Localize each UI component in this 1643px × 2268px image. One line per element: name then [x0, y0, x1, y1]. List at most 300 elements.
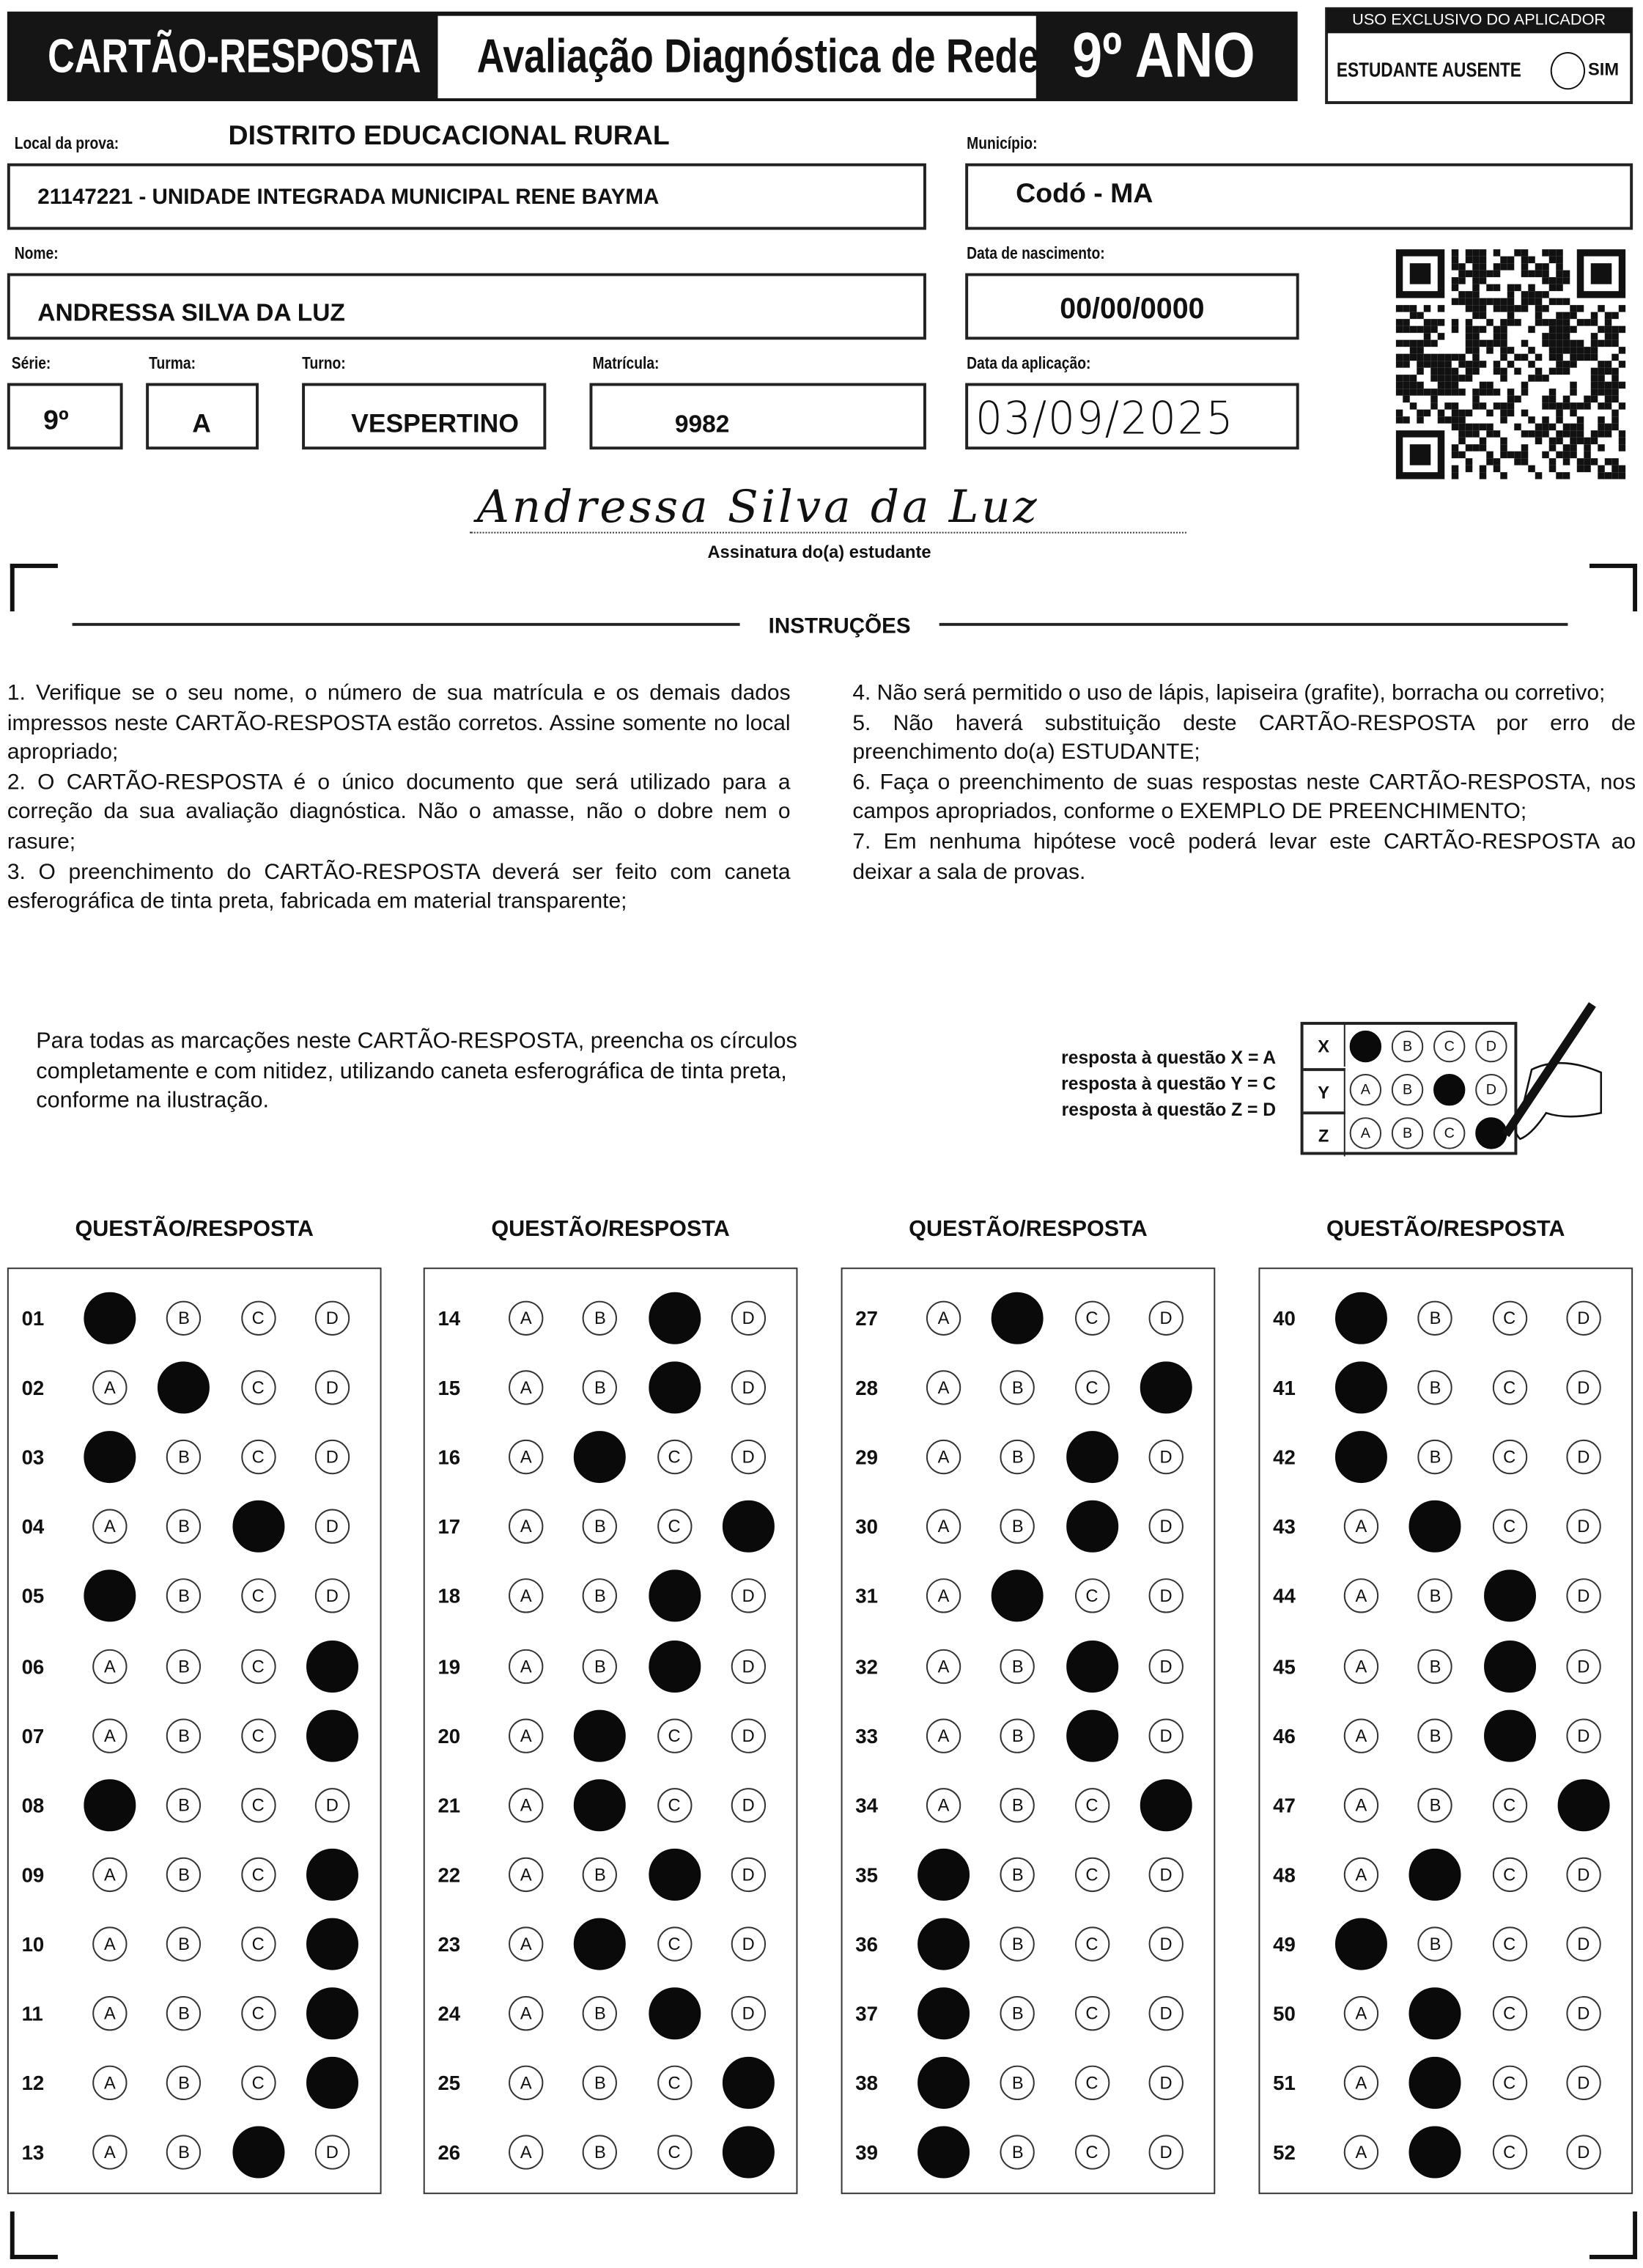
question-number: 47	[1273, 1793, 1296, 1816]
answer-bubble-06-C[interactable]: C	[240, 1649, 275, 1683]
question-number: 30	[855, 1515, 879, 1539]
answer-bubble-48-A[interactable]: A	[1344, 1857, 1378, 1891]
answer-bubble-31-D[interactable]: D	[1148, 1579, 1183, 1613]
question-number: 19	[437, 1654, 461, 1678]
answer-bubble-33-B[interactable]: B	[1000, 1718, 1035, 1753]
instruction-item: 7. Em nenhuma hipótese você poderá levar este CARTÃO-RESPOSTA ao deixar a sala de provas.	[852, 829, 1636, 884]
signature-label: Assinatura do(a) estudante	[707, 542, 931, 563]
answer-bubble-16-D[interactable]: D	[731, 1440, 766, 1474]
question-number: 20	[437, 1723, 461, 1748]
question-number: 04	[21, 1515, 45, 1539]
question-number: 08	[21, 1793, 45, 1816]
answer-bubble-17-B[interactable]: B	[583, 1509, 617, 1544]
answer-bubble-24-B[interactable]: B	[583, 1996, 617, 2030]
answer-bubble-37-A[interactable]	[918, 1987, 970, 2039]
question-number: 15	[437, 1376, 461, 1399]
answer-bubble-24-D[interactable]: D	[731, 1996, 766, 2030]
question-number: 05	[21, 1584, 45, 1608]
answer-bubble-14-C[interactable]	[649, 1292, 701, 1344]
answer-bubble-28-C[interactable]: C	[1074, 1370, 1109, 1404]
question-number: 27	[855, 1306, 879, 1330]
answer-bubble-47-D[interactable]	[1557, 1779, 1609, 1831]
answer-bubble-40-C[interactable]: C	[1492, 1301, 1526, 1336]
answer-bubble-51-A[interactable]: A	[1344, 2066, 1378, 2100]
answer-bubble-34-D[interactable]	[1140, 1779, 1192, 1831]
answer-bubble-04-A[interactable]: A	[92, 1509, 127, 1544]
answer-bubble-08-D[interactable]: D	[315, 1788, 350, 1822]
answer-bubble-31-A[interactable]: A	[926, 1579, 961, 1613]
answer-bubble-04-D[interactable]: D	[315, 1509, 350, 1544]
serie-value: 9º	[43, 406, 69, 437]
answer-bubble-22-C[interactable]	[649, 1849, 701, 1901]
answer-bubble-07-D[interactable]	[306, 1709, 358, 1761]
corner-bracket-top-right	[1590, 564, 1637, 611]
answer-bubble-24-A[interactable]: A	[509, 1996, 543, 2030]
answer-bubble-01-A[interactable]	[84, 1292, 136, 1344]
column-header: QUESTÃO/RESPOSTA	[491, 1217, 730, 1242]
answer-bubble-06-B[interactable]: B	[166, 1649, 201, 1683]
answer-bubble-01-C[interactable]: C	[240, 1301, 275, 1336]
answer-bubble-27-A[interactable]: A	[926, 1301, 961, 1336]
question-number: 10	[21, 1932, 45, 1956]
answer-bubble-28-A[interactable]: A	[926, 1370, 961, 1404]
answer-bubble-05-D[interactable]: D	[315, 1579, 350, 1613]
question-number: 03	[21, 1446, 45, 1469]
answer-bubble-43-C[interactable]: C	[1492, 1509, 1526, 1544]
fill-example-grid	[1301, 1022, 1518, 1155]
question-number: 06	[21, 1654, 45, 1678]
answer-bubble-14-A[interactable]: A	[509, 1301, 543, 1336]
answer-bubble-19-A[interactable]: A	[509, 1649, 543, 1683]
answer-bubble-41-C[interactable]: C	[1492, 1370, 1526, 1404]
answer-bubble-11-C[interactable]: C	[240, 1996, 275, 2030]
municipality-label: Município:	[967, 136, 1038, 154]
question-number: 28	[855, 1376, 879, 1399]
answer-bubble-48-D[interactable]: D	[1566, 1857, 1600, 1891]
answer-bubble-37-C[interactable]: C	[1074, 1996, 1109, 2030]
answer-bubble-23-C[interactable]: C	[657, 1926, 691, 1961]
answer-bubble-39-B[interactable]: B	[1000, 2135, 1035, 2170]
answer-bubble-06-A[interactable]: A	[92, 1649, 127, 1683]
answer-bubble-15-D[interactable]: D	[731, 1370, 766, 1404]
answer-bubble-20-D[interactable]: D	[731, 1718, 766, 1753]
question-number: 32	[855, 1654, 879, 1678]
answer-bubble-11-B[interactable]: B	[166, 1996, 201, 2030]
answer-bubble-08-A[interactable]	[84, 1779, 136, 1831]
answer-bubble-11-D[interactable]	[306, 1987, 358, 2039]
answer-bubble-33-D[interactable]: D	[1148, 1718, 1183, 1753]
answer-bubble-35-A[interactable]	[918, 1849, 970, 1901]
instructions-right	[852, 680, 1636, 888]
answer-bubble-03-C[interactable]: C	[240, 1440, 275, 1474]
answer-bubble-26-B[interactable]: B	[583, 2135, 617, 2170]
question-number: 18	[437, 1584, 461, 1608]
answer-bubble-40-A[interactable]	[1335, 1292, 1387, 1344]
student-signature: Andressa Silva da Luz	[476, 481, 1040, 534]
answer-bubble-04-C[interactable]	[232, 1501, 284, 1553]
answer-bubble-30-A[interactable]: A	[926, 1509, 961, 1544]
answer-bubble-25-A[interactable]: A	[509, 2066, 543, 2100]
turno-value: VESPERTINO	[351, 409, 519, 438]
answer-bubble-22-B[interactable]: B	[583, 1857, 617, 1891]
birth-value: 00/00/0000	[1060, 293, 1205, 325]
question-number: 24	[437, 2001, 461, 2025]
answer-bubble-13-C[interactable]	[232, 2127, 284, 2179]
answer-bubble-37-B[interactable]: B	[1000, 1996, 1035, 2030]
answer-bubble-17-A[interactable]: A	[509, 1509, 543, 1544]
divider-right	[939, 623, 1568, 626]
answer-bubble-21-C[interactable]: C	[657, 1788, 691, 1822]
answer-bubble-19-C[interactable]	[649, 1640, 701, 1692]
answer-bubble-34-A[interactable]: A	[926, 1788, 961, 1822]
answer-bubble-13-B[interactable]: B	[166, 2135, 201, 2170]
answer-bubble-51-D[interactable]: D	[1566, 2066, 1600, 2100]
question-number: 45	[1273, 1654, 1296, 1678]
fill-note: Para todas as marcações neste CARTÃO-RESPOSTA, preencha os círculos completamente e com nitidez, utilizando caneta esferográfica de tinta preta, conforme na ilustração.	[36, 1028, 797, 1113]
answer-bubble-44-A[interactable]: A	[1344, 1579, 1378, 1613]
answer-bubble-09-C[interactable]: C	[240, 1857, 275, 1891]
answer-bubble-13-D[interactable]: D	[315, 2135, 350, 2170]
question-number: 50	[1273, 2001, 1296, 2025]
answer-bubble-03-A[interactable]	[84, 1431, 136, 1483]
question-number: 33	[855, 1723, 879, 1748]
question-number: 35	[855, 1863, 879, 1886]
answer-bubble-46-A[interactable]: A	[1344, 1718, 1378, 1753]
answer-bubble-50-C[interactable]: C	[1492, 1996, 1526, 2030]
answer-bubble-19-D[interactable]: D	[731, 1649, 766, 1683]
question-number: 36	[855, 1932, 879, 1956]
question-number: 17	[437, 1515, 461, 1539]
answer-bubble-10-D[interactable]	[306, 1918, 358, 1970]
grade-label: 9º ANO	[1072, 20, 1255, 92]
answer-bubble-36-A[interactable]	[918, 1918, 970, 1970]
answer-bubble-09-A[interactable]: A	[92, 1857, 127, 1891]
instruction-item: 5. Não haverá substituição deste CARTÃO-RESPOSTA por erro de preenchimento do(a) ESTUDANTE;	[852, 710, 1636, 765]
answer-bubble-21-A[interactable]: A	[509, 1788, 543, 1822]
question-number: 09	[21, 1863, 45, 1886]
answer-bubble-34-C[interactable]: C	[1074, 1788, 1109, 1822]
card-label: CARTÃO-RESPOSTA	[48, 29, 421, 83]
district-value: DISTRITO EDUCACIONAL RURAL	[228, 121, 670, 152]
answer-bubble-12-D[interactable]	[306, 2057, 358, 2109]
example-bubble	[1350, 1031, 1381, 1062]
answer-bubble-47-A[interactable]: A	[1344, 1788, 1378, 1822]
answer-bubble-29-C[interactable]	[1066, 1431, 1118, 1483]
question-number: 34	[855, 1793, 879, 1816]
question-number: 46	[1273, 1723, 1296, 1748]
question-number: 38	[855, 2071, 879, 2095]
question-number: 22	[437, 1863, 461, 1886]
answer-bubble-33-C[interactable]	[1066, 1709, 1118, 1761]
answer-bubble-09-D[interactable]	[306, 1849, 358, 1901]
answer-bubble-49-A[interactable]	[1335, 1918, 1387, 1970]
answer-bubble-25-C[interactable]: C	[657, 2066, 691, 2100]
answer-bubble-26-D[interactable]	[723, 2127, 775, 2179]
answer-bubble-21-D[interactable]: D	[731, 1788, 766, 1822]
instruction-item: 2. O CARTÃO-RESPOSTA é o único documento que será utilizado para a correção da sua avaliação diagnóstica. Não o amasse, não o dobre nem o rasure;	[7, 770, 791, 855]
answer-bubble-43-D[interactable]: D	[1566, 1509, 1600, 1544]
question-number: 02	[21, 1376, 45, 1399]
answer-bubble-49-B[interactable]: B	[1418, 1926, 1452, 1961]
question-number: 07	[21, 1723, 45, 1748]
answer-bubble-32-B[interactable]: B	[1000, 1649, 1035, 1683]
municipality-value: Codó - MA	[1016, 179, 1153, 210]
answer-bubble-27-D[interactable]: D	[1148, 1301, 1183, 1336]
answer-bubble-24-C[interactable]	[649, 1987, 701, 2039]
example-bubble: A	[1350, 1117, 1381, 1149]
serie-label: Série:	[11, 356, 51, 373]
example-bubble: B	[1392, 1117, 1423, 1149]
question-number: 44	[1273, 1584, 1296, 1608]
answer-bubble-39-D[interactable]: D	[1148, 2135, 1183, 2170]
absent-checkbox[interactable]	[1551, 52, 1585, 89]
answer-bubble-47-B[interactable]: B	[1418, 1788, 1452, 1822]
answer-bubble-38-C[interactable]: C	[1074, 2066, 1109, 2100]
example-question-label: Y	[1304, 1068, 1345, 1113]
column-header: QUESTÃO/RESPOSTA	[1326, 1217, 1565, 1242]
answer-bubble-35-B[interactable]: B	[1000, 1857, 1035, 1891]
answer-bubble-25-D[interactable]	[723, 2057, 775, 2109]
answer-bubble-03-D[interactable]: D	[315, 1440, 350, 1474]
answer-bubble-38-A[interactable]	[918, 2057, 970, 2109]
answer-bubble-45-A[interactable]: A	[1344, 1649, 1378, 1683]
answer-bubble-15-A[interactable]: A	[509, 1370, 543, 1404]
absent-option-label: SIM	[1588, 59, 1620, 80]
answer-bubble-05-B[interactable]: B	[166, 1579, 201, 1613]
answer-bubble-05-C[interactable]: C	[240, 1579, 275, 1613]
question-number: 48	[1273, 1863, 1296, 1886]
answer-bubble-20-A[interactable]: A	[509, 1718, 543, 1753]
answer-bubble-50-D[interactable]: D	[1566, 1996, 1600, 2030]
answer-bubble-22-D[interactable]: D	[731, 1857, 766, 1891]
column-header: QUESTÃO/RESPOSTA	[75, 1217, 314, 1242]
answer-bubble-26-C[interactable]: C	[657, 2135, 691, 2170]
instructions-left	[7, 680, 791, 918]
answer-bubble-18-D[interactable]: D	[731, 1579, 766, 1613]
example-line: resposta à questão Z = D	[1061, 1100, 1277, 1121]
answer-bubble-44-B[interactable]: B	[1418, 1579, 1452, 1613]
answer-bubble-49-C[interactable]: C	[1492, 1926, 1526, 1961]
answer-bubble-50-A[interactable]: A	[1344, 1996, 1378, 2030]
instruction-item: 4. Não será permitido o uso de lápis, lapiseira (grafite), borracha ou corretivo;	[852, 680, 1606, 706]
matricula-label: Matrícula:	[592, 356, 660, 373]
answer-bubble-12-A[interactable]: A	[92, 2066, 127, 2100]
question-number: 14	[437, 1306, 461, 1330]
answer-bubble-52-D[interactable]: D	[1566, 2135, 1600, 2170]
answer-bubble-16-A[interactable]: A	[509, 1440, 543, 1474]
example-question-label: X	[1304, 1025, 1345, 1067]
qr-code	[1396, 248, 1626, 479]
answer-bubble-32-C[interactable]	[1066, 1640, 1118, 1692]
answer-bubble-28-B[interactable]: B	[1000, 1370, 1035, 1404]
turno-label: Turno:	[302, 356, 346, 373]
answer-bubble-47-C[interactable]: C	[1492, 1788, 1526, 1822]
answer-bubble-27-C[interactable]: C	[1074, 1301, 1109, 1336]
answer-bubble-46-D[interactable]: D	[1566, 1718, 1600, 1753]
answer-bubble-35-C[interactable]: C	[1074, 1857, 1109, 1891]
answer-bubble-01-B[interactable]: B	[166, 1301, 201, 1336]
answer-bubble-41-B[interactable]: B	[1418, 1370, 1452, 1404]
page-title: Avaliação Diagnóstica de Rede	[476, 29, 1040, 83]
answer-bubble-13-A[interactable]: A	[92, 2135, 127, 2170]
answer-bubble-04-B[interactable]: B	[166, 1509, 201, 1544]
answer-bubble-17-C[interactable]: C	[657, 1509, 691, 1544]
school-value: 21147221 - UNIDADE INTEGRADA MUNICIPAL RENE BAYMA	[37, 185, 660, 210]
answer-bubble-23-B[interactable]	[574, 1918, 626, 1970]
question-number: 52	[1273, 2140, 1296, 2165]
instruction-item: 3. O preenchimento do CARTÃO-RESPOSTA deverá ser feito com caneta esferográfica de tinta preta, fabricada em material transparente;	[7, 859, 791, 914]
application-date-value: 03/09/2025	[975, 393, 1235, 446]
example-bubble: B	[1392, 1074, 1423, 1105]
answer-bubble-33-A[interactable]: A	[926, 1718, 961, 1753]
answer-bubble-38-B[interactable]: B	[1000, 2066, 1035, 2100]
answer-bubble-20-B[interactable]	[574, 1709, 626, 1761]
example-bubble: B	[1392, 1031, 1423, 1062]
answer-bubble-48-B[interactable]	[1409, 1849, 1461, 1901]
question-number: 43	[1273, 1515, 1296, 1539]
divider-left	[73, 623, 740, 626]
answer-bubble-18-B[interactable]: B	[583, 1579, 617, 1613]
answer-bubble-07-A[interactable]: A	[92, 1718, 127, 1753]
answer-bubble-07-C[interactable]: C	[240, 1718, 275, 1753]
answer-bubble-30-B[interactable]: B	[1000, 1509, 1035, 1544]
answer-bubble-17-D[interactable]	[723, 1501, 775, 1553]
example-question-label: Z	[1304, 1111, 1345, 1156]
answer-bubble-15-C[interactable]	[649, 1362, 701, 1414]
answer-bubble-45-C[interactable]	[1483, 1640, 1535, 1692]
answer-bubble-26-A[interactable]: A	[509, 2135, 543, 2170]
answer-bubble-28-D[interactable]	[1140, 1362, 1192, 1414]
answer-bubble-42-C[interactable]: C	[1492, 1440, 1526, 1474]
answer-bubble-42-A[interactable]	[1335, 1431, 1387, 1483]
answer-bubble-10-B[interactable]: B	[166, 1926, 201, 1961]
answer-bubble-48-C[interactable]: C	[1492, 1857, 1526, 1891]
answer-bubble-02-D[interactable]: D	[315, 1370, 350, 1404]
matricula-value: 9982	[674, 410, 730, 438]
answer-bubble-07-B[interactable]: B	[166, 1718, 201, 1753]
answer-bubble-39-A[interactable]	[918, 2127, 970, 2179]
answer-bubble-01-D[interactable]: D	[315, 1301, 350, 1336]
answer-bubble-35-D[interactable]: D	[1148, 1857, 1183, 1891]
question-number: 26	[437, 2140, 461, 2165]
question-number: 39	[855, 2140, 879, 2165]
answer-bubble-29-D[interactable]: D	[1148, 1440, 1183, 1474]
signature-line	[470, 532, 1186, 534]
answer-bubble-49-D[interactable]: D	[1566, 1926, 1600, 1961]
answer-bubble-21-B[interactable]	[574, 1779, 626, 1831]
answer-bubble-06-D[interactable]	[306, 1640, 358, 1692]
answer-bubble-43-A[interactable]: A	[1344, 1509, 1378, 1544]
answer-bubble-45-B[interactable]: B	[1418, 1649, 1452, 1683]
answer-bubble-29-A[interactable]: A	[926, 1440, 961, 1474]
answer-bubble-02-A[interactable]: A	[92, 1370, 127, 1404]
answer-bubble-12-C[interactable]: C	[240, 2066, 275, 2100]
answer-bubble-40-B[interactable]: B	[1418, 1301, 1452, 1336]
question-number: 49	[1273, 1932, 1296, 1956]
answer-bubble-25-B[interactable]: B	[583, 2066, 617, 2100]
example-bubble	[1433, 1074, 1465, 1105]
example-line: resposta à questão Y = C	[1061, 1074, 1277, 1094]
answer-bubble-22-A[interactable]: A	[509, 1857, 543, 1891]
answer-bubble-18-A[interactable]: A	[509, 1579, 543, 1613]
answer-bubble-31-C[interactable]: C	[1074, 1579, 1109, 1613]
answer-bubble-11-A[interactable]: A	[92, 1996, 127, 2030]
answer-bubble-09-B[interactable]: B	[166, 1857, 201, 1891]
corner-bracket-top-left	[10, 564, 58, 611]
question-number: 12	[21, 2071, 45, 2095]
birth-label: Data de nascimento:	[967, 246, 1105, 263]
answer-bubble-36-C[interactable]: C	[1074, 1926, 1109, 1961]
applicator-box-title: USO EXCLUSIVO DO APLICADOR	[1326, 9, 1631, 34]
question-number: 37	[855, 2001, 879, 2025]
answer-bubble-32-A[interactable]: A	[926, 1649, 961, 1683]
answer-bubble-40-D[interactable]: D	[1566, 1301, 1600, 1336]
answer-bubble-42-B[interactable]: B	[1418, 1440, 1452, 1474]
answer-bubble-30-C[interactable]	[1066, 1501, 1118, 1553]
answer-bubble-52-C[interactable]: C	[1492, 2135, 1526, 2170]
answer-bubble-52-A[interactable]: A	[1344, 2135, 1378, 2170]
answer-bubble-36-B[interactable]: B	[1000, 1926, 1035, 1961]
question-number: 23	[437, 1932, 461, 1956]
location-label: Local da prova:	[14, 136, 119, 154]
answer-bubble-23-A[interactable]: A	[509, 1926, 543, 1961]
answer-bubble-30-D[interactable]: D	[1148, 1509, 1183, 1544]
answer-bubble-46-C[interactable]	[1483, 1709, 1535, 1761]
answer-bubble-44-D[interactable]: D	[1566, 1579, 1600, 1613]
answer-bubble-23-D[interactable]: D	[731, 1926, 766, 1961]
answer-bubble-45-D[interactable]: D	[1566, 1649, 1600, 1683]
question-number: 51	[1273, 2071, 1296, 2095]
answer-bubble-10-A[interactable]: A	[92, 1926, 127, 1961]
question-number: 13	[21, 2140, 45, 2165]
answer-bubble-51-C[interactable]: C	[1492, 2066, 1526, 2100]
answer-bubble-14-D[interactable]: D	[731, 1301, 766, 1336]
answer-bubble-32-D[interactable]: D	[1148, 1649, 1183, 1683]
answer-bubble-08-C[interactable]: C	[240, 1788, 275, 1822]
answer-bubble-16-C[interactable]: C	[657, 1440, 691, 1474]
name-value: ANDRESSA SILVA DA LUZ	[37, 299, 345, 327]
question-number: 25	[437, 2071, 461, 2095]
example-bubble: D	[1475, 1074, 1507, 1105]
question-number: 42	[1273, 1446, 1296, 1469]
answer-bubble-10-C[interactable]: C	[240, 1926, 275, 1961]
answer-bubble-37-D[interactable]: D	[1148, 1996, 1183, 2030]
answer-bubble-29-B[interactable]: B	[1000, 1440, 1035, 1474]
name-label: Nome:	[14, 246, 59, 263]
answer-bubble-41-D[interactable]: D	[1566, 1370, 1600, 1404]
answer-bubble-42-D[interactable]: D	[1566, 1440, 1600, 1474]
answer-bubble-20-C[interactable]: C	[657, 1718, 691, 1753]
answer-bubble-19-B[interactable]: B	[583, 1649, 617, 1683]
turma-label: Turma:	[149, 356, 196, 373]
question-number: 01	[21, 1306, 45, 1330]
answer-bubble-36-D[interactable]: D	[1148, 1926, 1183, 1961]
matricula-field	[589, 383, 926, 450]
answer-bubble-02-C[interactable]: C	[240, 1370, 275, 1404]
answer-bubble-15-B[interactable]: B	[583, 1370, 617, 1404]
example-legend	[1038, 1045, 1276, 1123]
answer-bubble-03-B[interactable]: B	[166, 1440, 201, 1474]
answer-bubble-46-B[interactable]: B	[1418, 1718, 1452, 1753]
answer-bubble-38-D[interactable]: D	[1148, 2066, 1183, 2100]
answer-bubble-14-B[interactable]: B	[583, 1301, 617, 1336]
answer-bubble-41-A[interactable]	[1335, 1362, 1387, 1414]
answer-bubble-34-B[interactable]: B	[1000, 1788, 1035, 1822]
answer-bubble-12-B[interactable]: B	[166, 2066, 201, 2100]
answer-bubble-39-C[interactable]: C	[1074, 2135, 1109, 2170]
answer-bubble-08-B[interactable]: B	[166, 1788, 201, 1822]
turma-value: A	[192, 409, 211, 438]
